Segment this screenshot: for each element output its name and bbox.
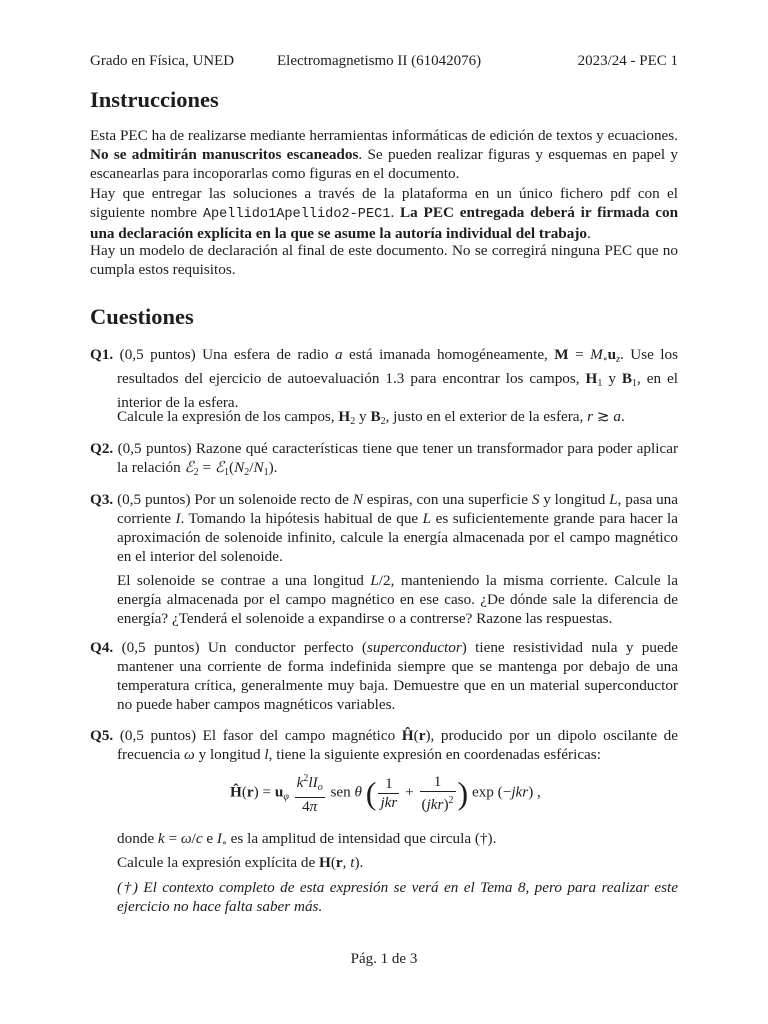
question-4-label: Q4. (90, 639, 114, 656)
question-5-footnote: (†) El contexto completo de esta expresión se verá en el Tema 8, pero para realizar este ejercicio no hace falta saber más. (117, 879, 678, 915)
filename-format: Apellido1Apellido2-PEC1 (202, 207, 391, 222)
header-degree: Grado en Física, UNED (90, 53, 235, 69)
question-5-ask: Calcule la expresión explícita de H(r, t). (117, 854, 364, 871)
question-1-label: Q1. (90, 346, 114, 363)
question-1-part-2: Calcule la expresión de los campos, $H_2$ y $B_2$, justo en el exterior de la esfera, r ≳ a. (117, 408, 625, 427)
question-3-label: Q3. (90, 491, 114, 508)
instructions-paragraph-3: Hay un modelo de declaración al final de este documento. No se corregirá ninguna PEC que no cumpla estos requisitos. (90, 242, 678, 278)
page-number: Pág. 1 de 3 (350, 951, 418, 967)
question-3-part-2: El solenoide se contrae a una longitud L/2, manteniendo la misma corriente. Calcule la energía almacenada por el campo magnético en ese caso. ¿De dónde sale la diferencia de energía? ¿Tenderá el solenoide a expandirse o a contrerse? Razone las respuestas. (117, 572, 678, 627)
header-course: Electromagnetismo II (61042076) (277, 53, 482, 69)
header-term: 2023/24 - PEC 1 (577, 53, 678, 69)
question-3: Q3. (0,5 puntos) Por un solenoide recto de N espiras, con una superficie S y longitud L, pasa una corriente I. Tomando la hipótesis habitual de que L es suficientemente grande para hacer la aproximación de solenoide infinito, calcule la energía almacenada por el campo magnético en el interior del solenoide. (90, 491, 679, 565)
cuestiones-title: Cuestiones (90, 304, 194, 329)
question-1: Q1. (0,5 puntos) Una esfera de radio a está imanada homogéneamente, $M = M_\circ u_z$. Use los resultados del ejercicio de autoevaluación 1.3 para encontrar los campos, $H_1$ y $B_1$, en el interior de la esfera. (90, 346, 679, 411)
dipole-field-equation: Ĥ(r) = $u_\varphi$ $\frac{k^2lI_o}{4\pi}$ sen θ ( $\frac{1}{\text{jkr}}$ + $\frac{1}{(jkr)^2}$ ) exp (−jkr) , (230, 770, 650, 820)
question-5-label: Q5. (90, 727, 114, 744)
instructions-paragraph-2: Hay que entregar las soluciones a través de la plataforma en un único fichero pdf con el siguiente nombre Apellido1Apellido2-PEC1. La PEC entregada deberá ir firmada con una declaración explícita en la que se asume la autoría individual del trabajo. (90, 185, 679, 242)
question-5-where: donde k = ω/c e $I_\circ$ es la amplitud de intensidad que circula (†). (117, 830, 497, 849)
question-4: Q4. (0,5 puntos) Un conductor perfecto (superconductor) tiene resistividad nula y puede mantener una corriente de forma indefinida siempre que se mantenga por debajo de una temperatura crítica, generalmente muy baja. Demuestre que en un material superconductor no puede haber campos magnéticos variables. (90, 639, 679, 713)
question-2-label: Q2. (90, 440, 114, 457)
question-5: Q5. (0,5 puntos) El fasor del campo magnético Ĥ(r), producido por un dipolo oscilante de frecuencia ω y longitud l, tiene la siguiente expresión en coordenadas esféricas: (90, 727, 679, 763)
page-header (90, 53, 678, 73)
instructions-paragraph-1: Esta PEC ha de realizarse mediante herramientas informáticas de edición de textos y ecuaciones. No se admitirán manuscritos escaneados. Se pueden realizar figuras y esquemas en papel y escanearlas para incoporarlas como figuras en el documento. (90, 127, 678, 182)
signature-requirement: La PEC entregada deberá ir firmada con una declaración explícita en la que se asume la autoría individual del trabajo (90, 204, 679, 242)
instructions-title: Instrucciones (90, 87, 219, 112)
question-2: Q2. (0,5 puntos) Razone qué características tiene que tener un transformador para poder aplicar la relación ℰ$_2$ = $ℰ_1(N_2/N_1)$. (90, 440, 678, 478)
instructions-warning: No se admitirán manuscritos escaneados (90, 146, 359, 163)
